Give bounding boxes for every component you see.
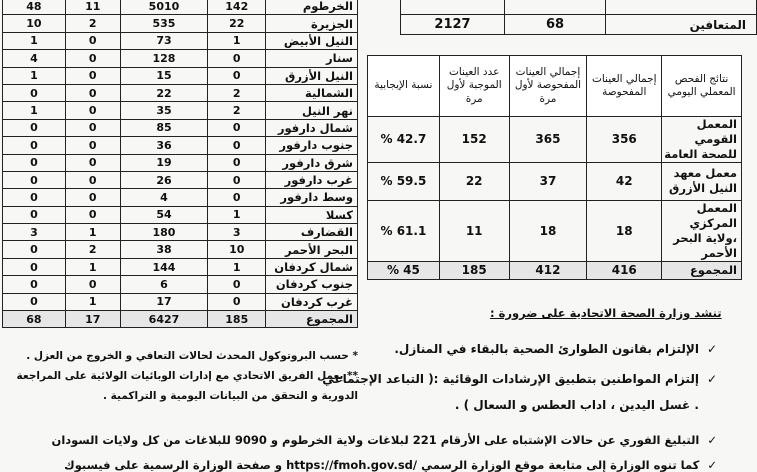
guidance-item <box>394 342 717 356</box>
check-icon: ✓ <box>706 372 717 386</box>
state-value-3: 1 <box>65 293 120 310</box>
state-value-2: 22 <box>120 84 208 101</box>
footnote-recovery: * حسب البروتوكول المحدث لحالات التعافي و الخروج من العزل . <box>26 350 358 362</box>
table-row <box>3 119 358 136</box>
state-value-2: 6 <box>120 276 208 293</box>
header-first-time-samples: إجمالي العينات المفحوصة لأول مرة <box>509 56 587 117</box>
guidance-heading: تنشد وزارة الصحة الاتحادية على ضرورة : <box>490 306 722 320</box>
guidance-item <box>322 372 717 386</box>
lab-rate: 61.1 % <box>368 200 440 261</box>
header-lab: نتائج الفحص المعملي اليومي <box>662 56 742 117</box>
state-value-3: 2 <box>65 15 120 32</box>
state-value-3: 0 <box>65 84 120 101</box>
state-value-2: 180 <box>120 224 208 241</box>
guidance-text: كما تنوه الوزارة إلى متابعة موقع الوزارة الرسمي /https://fmoh.gov.sd و صفحة الوزارة الرسمية على فيسبوك <box>64 458 700 472</box>
state-value-1: 1 <box>208 258 266 275</box>
state-name: البحر الأحمر <box>266 241 358 258</box>
check-icon: ✓ <box>707 433 717 447</box>
lab-total: 18 <box>587 200 662 261</box>
state-value-1: 142 <box>208 0 266 15</box>
state-value-3: 0 <box>65 189 120 206</box>
lab-rate: 42.7 % <box>368 117 440 163</box>
table-row <box>3 224 358 241</box>
table-row <box>3 171 358 188</box>
table-row <box>368 162 742 200</box>
table-row <box>3 241 358 258</box>
state-value-1: 0 <box>208 171 266 188</box>
state-name: القضارف <box>266 224 358 241</box>
lab-total: 356 <box>587 117 662 163</box>
guidance-item <box>52 433 718 447</box>
state-name: النيل الأبيض <box>266 32 358 49</box>
state-value-3: 0 <box>65 276 120 293</box>
lab-rate: 45 % <box>368 261 440 279</box>
total-value-1: 185 <box>208 311 266 328</box>
states-table <box>2 0 358 328</box>
state-value-3: 0 <box>65 154 120 171</box>
state-value-4: 0 <box>3 84 66 101</box>
state-value-3: 1 <box>65 258 120 275</box>
state-value-3: 0 <box>65 50 120 67</box>
state-value-2: 85 <box>120 119 208 136</box>
state-value-1: 0 <box>208 154 266 171</box>
state-value-4: 0 <box>3 154 66 171</box>
state-name: شمال دارفور <box>266 119 358 136</box>
table-row <box>401 0 757 15</box>
state-value-3: 0 <box>65 67 120 84</box>
footnote-team: ** يعمل الفريق الاتحادي مع إدارات الوبائيات الولائية على المراجعة <box>16 370 358 382</box>
state-value-3: 0 <box>65 102 120 119</box>
table-row <box>368 200 742 261</box>
state-value-1: 0 <box>208 293 266 310</box>
state-value-2: 17 <box>120 293 208 310</box>
table-row <box>3 102 358 119</box>
table-row <box>3 137 358 154</box>
header-positivity-rate: نسبة الإيجابية <box>368 56 440 117</box>
table-row <box>3 67 358 84</box>
lab-first: 412 <box>509 261 587 279</box>
state-value-1: 0 <box>208 137 266 154</box>
guidance-text: . غسل اليدين ، اداب العطس و السعال ) . <box>454 398 699 412</box>
total-value-4: 68 <box>3 311 66 328</box>
state-value-4: 1 <box>3 32 66 49</box>
lab-first: 37 <box>509 162 587 200</box>
state-value-4: 0 <box>3 241 66 258</box>
state-value-2: 73 <box>120 32 208 49</box>
state-value-1: 1 <box>208 32 266 49</box>
state-name: غرب كردفان <box>266 293 358 310</box>
state-value-4: 0 <box>3 189 66 206</box>
state-value-3: 0 <box>65 171 120 188</box>
state-name: الشمالية <box>266 84 358 101</box>
state-value-1: 0 <box>208 119 266 136</box>
state-name: غرب دارفور <box>266 171 358 188</box>
table-row <box>3 50 358 67</box>
state-value-4: 48 <box>3 0 66 15</box>
state-value-4: 4 <box>3 50 66 67</box>
state-value-2: 35 <box>120 102 208 119</box>
table-row <box>368 117 742 163</box>
table-row <box>3 32 358 49</box>
guidance-item-continued <box>455 398 699 412</box>
total-label: المجموع <box>266 311 358 328</box>
header-total-samples: إجمالي العينات المفحوصة <box>587 56 662 117</box>
table-row <box>3 189 358 206</box>
state-value-2: 4 <box>120 189 208 206</box>
state-name: الجزيرة <box>266 15 358 32</box>
lab-total-label: المجموع <box>662 261 742 279</box>
state-name: كسلا <box>266 206 358 223</box>
guidance-text: الإلتزام بقانون الطوارئ الصحية بالبقاء في المنازل. <box>394 342 699 356</box>
table-row <box>3 15 358 32</box>
total-value-3: 17 <box>65 311 120 328</box>
state-value-4: 0 <box>3 119 66 136</box>
table-row <box>3 276 358 293</box>
state-name: شمال كردفان <box>266 258 358 275</box>
summary-label: المتعافين <box>606 15 757 35</box>
state-value-2: 15 <box>120 67 208 84</box>
table-row <box>3 258 358 275</box>
state-value-1: 2 <box>208 102 266 119</box>
state-name: الخرطوم <box>266 0 358 15</box>
state-value-3: 11 <box>65 0 120 15</box>
state-name: النيل الأزرق <box>266 67 358 84</box>
state-value-1: 0 <box>208 67 266 84</box>
table-row <box>401 15 757 35</box>
total-value-2: 6427 <box>120 311 208 328</box>
state-value-3: 0 <box>65 206 120 223</box>
state-value-4: 1 <box>3 102 66 119</box>
state-value-2: 5010 <box>120 0 208 15</box>
state-name: نهر النيل <box>266 102 358 119</box>
state-value-1: 0 <box>208 276 266 293</box>
state-value-1: 0 <box>208 189 266 206</box>
state-value-4: 0 <box>3 137 66 154</box>
lab-name: المعمل القومي للصحة العامة <box>662 117 742 163</box>
table-header-row <box>368 56 742 117</box>
state-value-2: 128 <box>120 50 208 67</box>
state-value-4: 0 <box>3 171 66 188</box>
table-row <box>3 154 358 171</box>
table-row <box>3 84 358 101</box>
lab-first: 365 <box>509 117 587 163</box>
lab-rate: 59.5 % <box>368 162 440 200</box>
guidance-text: التبليغ الفوري عن حالات الإشتباه على الأرقام 221 لبلاغات ولاية الخرطوم و 9090 للبلاغات من كل ولايات السودان <box>51 433 700 447</box>
header-positive-samples: عدد العينات الموجبة لأول مرة <box>439 56 509 117</box>
state-value-4: 0 <box>3 206 66 223</box>
state-value-1: 22 <box>208 15 266 32</box>
state-value-2: 535 <box>120 15 208 32</box>
summary-label <box>606 0 757 15</box>
state-name: وسط دارفور <box>266 189 358 206</box>
state-value-2: 54 <box>120 206 208 223</box>
state-name: جنوب دارفور <box>266 137 358 154</box>
state-name: شرق دارفور <box>266 154 358 171</box>
summary-total: 2127 <box>401 15 505 35</box>
lab-total: 42 <box>587 162 662 200</box>
state-value-2: 144 <box>120 258 208 275</box>
state-value-4: 10 <box>3 15 66 32</box>
recovered-summary-table <box>400 0 757 35</box>
state-value-2: 26 <box>120 171 208 188</box>
state-value-1: 2 <box>208 84 266 101</box>
summary-value: 68 <box>505 15 606 35</box>
state-value-4: 1 <box>3 67 66 84</box>
state-value-3: 0 <box>65 32 120 49</box>
state-value-2: 36 <box>120 137 208 154</box>
guidance-text: إلتزام المواطنين بتطبيق الإرشادات الوقائية :( التباعد الإجتماعي <box>322 372 699 386</box>
lab-name: المعمل المركزي ،ولاية البحر الأحمر <box>662 200 742 261</box>
lab-first: 18 <box>509 200 587 261</box>
table-row <box>3 206 358 223</box>
state-value-4: 0 <box>3 258 66 275</box>
state-value-4: 0 <box>3 276 66 293</box>
state-value-2: 19 <box>120 154 208 171</box>
lab-results-table <box>367 55 742 280</box>
lab-total: 416 <box>587 261 662 279</box>
summary-total <box>401 0 505 15</box>
lab-positive: 185 <box>439 261 509 279</box>
lab-name: معمل معهد النيل الأزرق <box>662 162 742 200</box>
lab-positive: 11 <box>439 200 509 261</box>
state-value-3: 1 <box>65 224 120 241</box>
check-icon: ✓ <box>707 458 717 472</box>
state-value-1: 1 <box>208 206 266 223</box>
state-value-4: 0 <box>3 293 66 310</box>
state-value-3: 0 <box>65 137 120 154</box>
state-value-3: 0 <box>65 119 120 136</box>
footnote-team-continued: الدورية و التحقق من البيانات اليومية و التراكمية . <box>103 390 358 402</box>
state-value-1: 10 <box>208 241 266 258</box>
table-row <box>3 293 358 310</box>
table-total-row <box>3 311 358 328</box>
table-total-row <box>368 261 742 279</box>
state-value-1: 3 <box>208 224 266 241</box>
lab-positive: 152 <box>439 117 509 163</box>
state-value-4: 3 <box>3 224 66 241</box>
lab-positive: 22 <box>439 162 509 200</box>
state-value-3: 2 <box>65 241 120 258</box>
table-row <box>3 0 358 15</box>
summary-value <box>505 0 606 15</box>
state-value-2: 38 <box>120 241 208 258</box>
state-name: سنار <box>266 50 358 67</box>
state-value-1: 0 <box>208 50 266 67</box>
state-name: جنوب كردفان <box>266 276 358 293</box>
check-icon: ✓ <box>706 342 717 356</box>
